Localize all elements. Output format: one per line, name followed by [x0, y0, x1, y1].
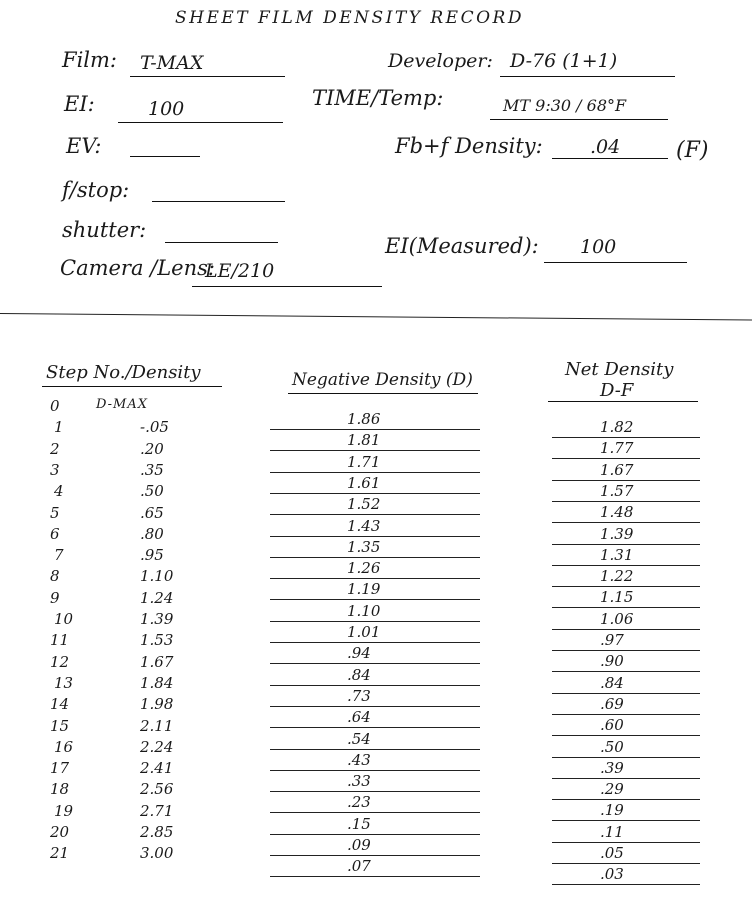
- step-density: .65: [140, 503, 164, 522]
- timetemp-value: MT 9:30 / 68°F: [503, 96, 627, 115]
- net-rule: [552, 757, 700, 758]
- step-number: 1: [54, 418, 64, 437]
- step-number: 2: [50, 439, 60, 458]
- negative-density: .84: [347, 665, 371, 684]
- net-density: 1.67: [600, 460, 634, 479]
- net-density: 1.48: [600, 503, 634, 522]
- step-number: 12: [50, 652, 70, 671]
- fbf-label: Fb+f Density:: [395, 134, 543, 158]
- negative-rule: [270, 855, 480, 856]
- negative-rule: [270, 706, 480, 707]
- net-density: .84: [600, 673, 624, 692]
- step-number: 7: [54, 546, 64, 565]
- step-number: 6: [50, 524, 60, 543]
- negative-rule: [270, 812, 480, 813]
- step-density: .50: [140, 482, 164, 501]
- net-density: 1.39: [600, 524, 634, 543]
- fbf-note: (F): [676, 138, 709, 163]
- page-title: SHEET FILM DENSITY RECORD: [175, 8, 524, 28]
- negative-rule: [270, 599, 480, 600]
- net-density: 1.06: [600, 609, 634, 628]
- section-divider: [0, 313, 752, 321]
- step-number: 14: [50, 695, 70, 714]
- negative-density: 1.52: [347, 495, 381, 514]
- ei-measured-value: 100: [580, 236, 617, 258]
- net-rule: [552, 586, 700, 587]
- net-rule: [552, 480, 700, 481]
- negative-rule: [270, 791, 480, 792]
- fstop-label: f/stop:: [62, 178, 130, 202]
- step-density: 2.85: [140, 823, 174, 841]
- step-number: 10: [54, 610, 74, 628]
- step-density: 1.10: [140, 567, 174, 586]
- film-value: T-MAX: [140, 52, 204, 74]
- film-label: Film:: [62, 48, 117, 72]
- net-rule: [552, 437, 700, 438]
- net-rule: [552, 650, 700, 651]
- step-number: 20: [50, 823, 70, 841]
- negative-rule: [270, 493, 480, 494]
- step-number: 18: [50, 780, 70, 799]
- net-density: .03: [600, 865, 624, 884]
- step-density: 1.53: [140, 631, 174, 650]
- net-density: 1.77: [600, 439, 634, 458]
- net-rule: [552, 778, 700, 779]
- developer-underline: [500, 76, 675, 77]
- net-density: .05: [600, 844, 624, 862]
- step-density: 1.98: [140, 695, 174, 714]
- step-number: 11: [50, 631, 70, 650]
- step-density: D-MAX: [96, 397, 149, 412]
- net-rule: [552, 799, 700, 800]
- step-number: 4: [54, 482, 64, 501]
- negative-rule: [270, 621, 480, 622]
- ev-underline: [130, 156, 200, 157]
- step-number: 8: [50, 567, 60, 586]
- fbf-underline: [552, 158, 668, 159]
- negative-rule: [270, 642, 480, 643]
- step-density: 1.67: [140, 652, 174, 671]
- step-density: 2.41: [140, 759, 174, 778]
- net-rule: [552, 565, 700, 566]
- col-net-header-line1: Net Density: [565, 359, 674, 380]
- step-density: -.05: [140, 418, 169, 437]
- negative-rule: [270, 770, 480, 771]
- col-step-header-underline: [42, 386, 222, 387]
- film-underline: [130, 76, 285, 77]
- net-rule: [552, 607, 700, 608]
- negative-rule: [270, 450, 480, 451]
- step-density: 2.56: [140, 780, 174, 799]
- timetemp-underline: [490, 119, 668, 120]
- negative-density: 1.19: [347, 580, 381, 599]
- net-density: 1.22: [600, 567, 634, 586]
- timetemp-label: TIME/Temp:: [312, 86, 444, 110]
- net-rule: [552, 501, 700, 502]
- step-density: 1.84: [140, 673, 174, 692]
- negative-density: 1.10: [347, 601, 381, 620]
- ei-measured-label: EI(Measured):: [385, 234, 539, 258]
- step-number: 9: [50, 588, 60, 607]
- net-rule: [552, 735, 700, 736]
- step-number: 19: [54, 801, 74, 820]
- ev-label: EV:: [66, 134, 102, 158]
- negative-density: .23: [347, 793, 371, 812]
- negative-density: 1.81: [347, 431, 381, 450]
- net-density: .39: [600, 758, 624, 777]
- net-rule: [552, 884, 700, 885]
- shutter-label: shutter:: [62, 218, 147, 242]
- col-negative-header-underline: [288, 393, 478, 394]
- net-rule: [552, 671, 700, 672]
- net-rule: [552, 522, 700, 523]
- negative-density: 1.61: [347, 473, 381, 492]
- net-density: .69: [600, 694, 624, 713]
- step-number: 15: [50, 716, 70, 735]
- step-number: 0: [50, 397, 60, 415]
- negative-rule: [270, 429, 480, 430]
- negative-density: .15: [347, 814, 371, 833]
- col-negative-header: Negative Density (D): [292, 370, 473, 390]
- negative-rule: [270, 834, 480, 835]
- net-rule: [552, 693, 700, 694]
- negative-rule: [270, 578, 480, 579]
- step-number: 17: [50, 759, 70, 778]
- step-number: 3: [50, 460, 60, 479]
- shutter-underline: [165, 242, 278, 243]
- negative-rule: [270, 685, 480, 686]
- net-density: .19: [600, 801, 624, 820]
- negative-rule: [270, 876, 480, 877]
- step-density: 1.24: [140, 588, 174, 607]
- step-number: 5: [50, 503, 60, 522]
- net-rule: [552, 629, 700, 630]
- net-density: .90: [600, 652, 624, 671]
- net-rule: [552, 458, 700, 459]
- negative-rule: [270, 727, 480, 728]
- net-density: .29: [600, 780, 624, 799]
- step-density: 2.24: [140, 737, 174, 756]
- negative-density: .64: [347, 708, 371, 727]
- developer-value: D-76 (1+1): [510, 50, 618, 72]
- camera-label: Camera /Lens:: [60, 256, 215, 280]
- ei-label: EI:: [64, 92, 95, 116]
- camera-value: LE/210: [205, 260, 275, 282]
- step-density: .80: [140, 524, 164, 543]
- negative-rule: [270, 663, 480, 664]
- step-density: .20: [140, 439, 164, 458]
- negative-density: 1.26: [347, 559, 381, 578]
- step-density: .95: [140, 546, 164, 565]
- net-rule: [552, 820, 700, 821]
- negative-density: .09: [347, 836, 371, 854]
- col-net-header-underline: [548, 401, 698, 402]
- ei-measured-underline: [544, 262, 687, 263]
- net-rule: [552, 544, 700, 545]
- step-number: 21: [50, 844, 70, 863]
- negative-density: .73: [347, 686, 371, 705]
- fstop-underline: [152, 201, 285, 202]
- negative-density: .94: [347, 644, 371, 663]
- step-number: 13: [54, 673, 74, 692]
- negative-rule: [270, 514, 480, 515]
- net-density: 1.15: [600, 588, 634, 607]
- step-density: 2.11: [140, 716, 174, 735]
- step-number: 16: [54, 737, 74, 756]
- negative-rule: [270, 472, 480, 473]
- developer-label: Developer:: [388, 50, 493, 72]
- step-density: 2.71: [140, 801, 174, 820]
- net-density: .60: [600, 716, 624, 735]
- negative-density: 1.01: [347, 623, 381, 641]
- net-density: 1.31: [600, 545, 634, 564]
- net-density: .50: [600, 737, 624, 756]
- negative-density: .43: [347, 750, 371, 769]
- camera-underline: [192, 286, 382, 287]
- negative-density: 1.86: [347, 410, 381, 428]
- negative-density: .54: [347, 729, 371, 748]
- step-density: 1.39: [140, 610, 174, 628]
- step-density: 3.00: [140, 844, 174, 863]
- net-density: .97: [600, 631, 624, 649]
- negative-density: 1.35: [347, 537, 381, 556]
- negative-rule: [270, 536, 480, 537]
- net-rule: [552, 714, 700, 715]
- negative-density: .33: [347, 772, 371, 791]
- negative-density: 1.43: [347, 516, 381, 535]
- col-step-header: Step No./Density: [46, 362, 201, 383]
- negative-density: .07: [347, 857, 371, 876]
- fbf-value: .04: [590, 136, 621, 158]
- negative-rule: [270, 749, 480, 750]
- net-rule: [552, 842, 700, 843]
- net-density: 1.57: [600, 481, 634, 500]
- step-density: .35: [140, 460, 164, 479]
- net-density: 1.82: [600, 418, 634, 436]
- ei-value: 100: [148, 98, 185, 120]
- negative-rule: [270, 557, 480, 558]
- col-net-header-line2: D-F: [600, 380, 634, 401]
- net-rule: [552, 863, 700, 864]
- negative-density: 1.71: [347, 452, 381, 471]
- net-density: .11: [600, 822, 624, 841]
- ei-underline: [118, 122, 283, 123]
